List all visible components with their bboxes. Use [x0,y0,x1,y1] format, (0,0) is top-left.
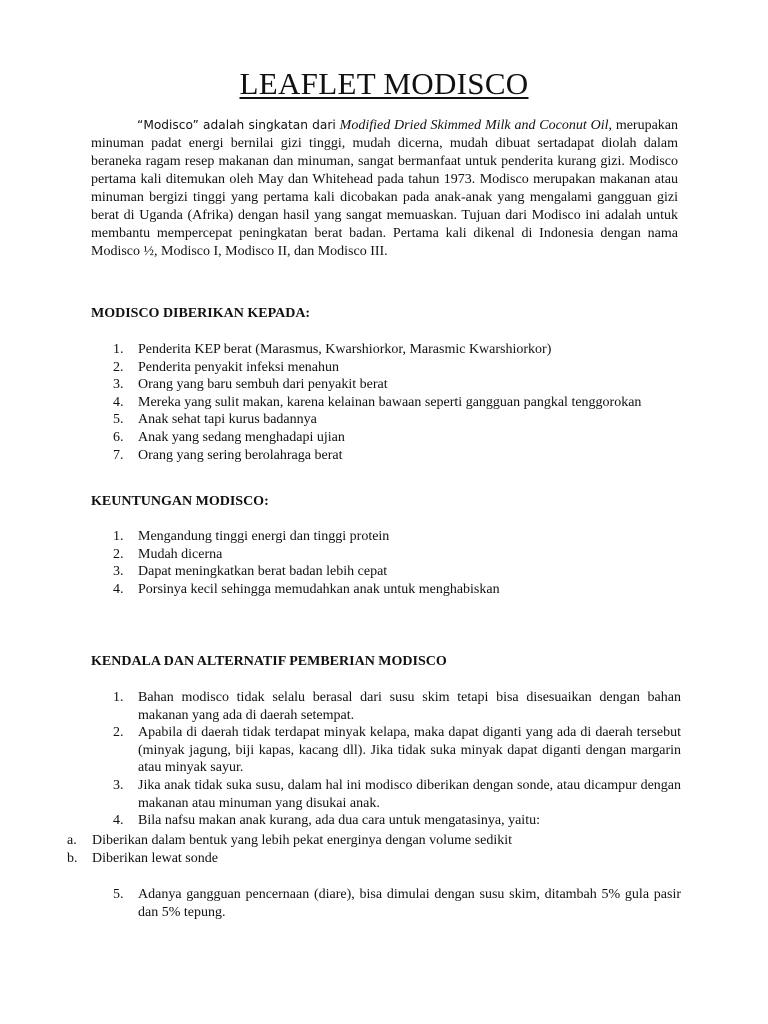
list-text: Bahan modisco tidak selalu berasal dari susu skim tetapi bisa disesuaikan dengan bahan makanan yang ada di daerah setempat. [138,690,681,723]
list-item [91,886,681,921]
list-item [91,563,681,581]
list-item [91,359,681,377]
list-number: 1. [113,529,124,544]
list-number: 2. [113,359,124,375]
list-text: Mudah dicerna [138,546,223,562]
list-number: 4. [113,394,124,410]
sublist-letter: a. [67,833,77,848]
list-number: 7. [113,447,124,463]
list-item [91,812,681,830]
list-item [91,724,681,777]
list-item [91,394,681,412]
list-number: 5. [113,412,124,428]
list-item [91,376,681,394]
list-item [91,689,681,724]
list-item [91,528,681,546]
list-number: 1. [113,342,124,357]
list-number: 5. [113,887,124,902]
intro-paragraph [91,116,678,261]
section-heading-diberikan-kepada: MODISCO DIBERIKAN KEPADA: [91,306,311,321]
intro-open: “Modisco” adalah singkatan dari [137,118,336,132]
list-text: Dapat meningkatkan berat badan lebih cepat [138,564,388,580]
list-number: 2. [113,546,124,562]
list-text: Porsinya kecil sehingga memudahkan anak untuk menghabiskan [138,581,500,597]
list-item [91,411,681,429]
list-text: Orang yang baru sembuh dari penyakit berat [138,377,388,393]
list-item [91,447,681,465]
list-number: 3. [113,564,124,580]
list-text: Bila nafsu makan anak kurang, ada dua cara untuk mengatasinya, yaitu: [138,813,540,829]
list-kendala-continued [91,886,681,921]
list-number: 6. [113,429,124,445]
list-item [91,429,681,447]
sublist-text: Diberikan dalam bentuk yang lebih pekat energinya dengan volume sedikit [92,833,513,848]
list-text: Jika anak tidak suka susu, dalam hal ini modisco diberikan dengan sonde, atau dicampur dengan makanan atau minuman yang disukai anak. [138,777,681,811]
document-title: LEAFLET MODISCO [239,66,529,101]
sublist-item [67,850,677,868]
list-keuntungan [91,528,681,598]
list-text: Apabila di daerah tidak terdapat minyak kelapa, maka dapat diganti yang ada di daerah tersebut (minyak jagung, biji kapas, kacang dll). Jika tidak suka minyak dapat diganti dengan margarin atau minyak sayur. [138,725,681,776]
sublist-item [67,832,677,850]
list-item [91,777,681,812]
section-heading-keuntungan: KEUNTUNGAN MODISCO: [91,494,269,509]
list-kendala [91,689,681,830]
list-text: Mereka yang sulit makan, karena kelainan bawaan seperti gangguan pangkal tenggorokan [138,394,642,410]
list-diberikan-kepada [91,341,681,464]
list-item [91,341,681,359]
list-text: Mengandung tinggi energi dan tinggi protein [138,529,390,544]
list-number: 3. [113,777,124,793]
list-text: Anak yang sedang menghadapi ujian [138,429,345,445]
sublist-nafsu-makan [67,832,677,868]
list-number: 4. [113,581,124,597]
sublist-letter: b. [67,851,78,866]
list-text: Orang yang sering berolahraga berat [138,447,343,463]
section-heading-kendala: KENDALA DAN ALTERNATIF PEMBERIAN MODISCO [91,654,447,669]
list-number: 1. [113,690,124,705]
intro-italic-term: Modified Dried Skimmed Milk and Coconut Oil [339,118,609,133]
list-text: Penderita penyakit infeksi menahun [138,359,339,375]
list-item [91,581,681,599]
list-number: 3. [113,377,124,393]
list-item [91,546,681,564]
list-text: Anak sehat tapi kurus badannya [138,412,317,428]
sublist-text: Diberikan lewat sonde [92,851,218,866]
list-number: 4. [113,813,124,829]
list-number: 2. [113,725,124,741]
list-text: Adanya gangguan pencernaan (diare), bisa dimulai dengan susu skim, ditambah 5% gula pasir dan 5% tepung. [138,887,681,920]
list-text: Penderita KEP berat (Marasmus, Kwarshiorkor, Marasmic Kwarshiorkor) [138,342,552,357]
intro-rest: , merupakan minuman padat energi bernilai gizi tinggi, mudah dicerna, mudah dibuat sertadapat diolah dalam beraneka ragam resep makanan dan minuman, sangat bermanfaat untuk penderita kurang gizi. Modisco pertama kali ditemukan oleh May dan Whitehead pada tahun 1973. Modisco merupakan makanan atau minuman bergizi tinggi yang pertama kali dicobakan pada anak-anak yang mengalami gangguan gizi berat di Uganda (Afrika) dengan hasil yang sangat memuaskan. Tujuan dari Modisco ini adalah untuk membantu mempercepat peningkatan berat badan. Pertama kali dikenal di Indonesia dengan nama Modisco ½, Modisco I, Modisco II, dan Modisco III. [91,118,679,259]
